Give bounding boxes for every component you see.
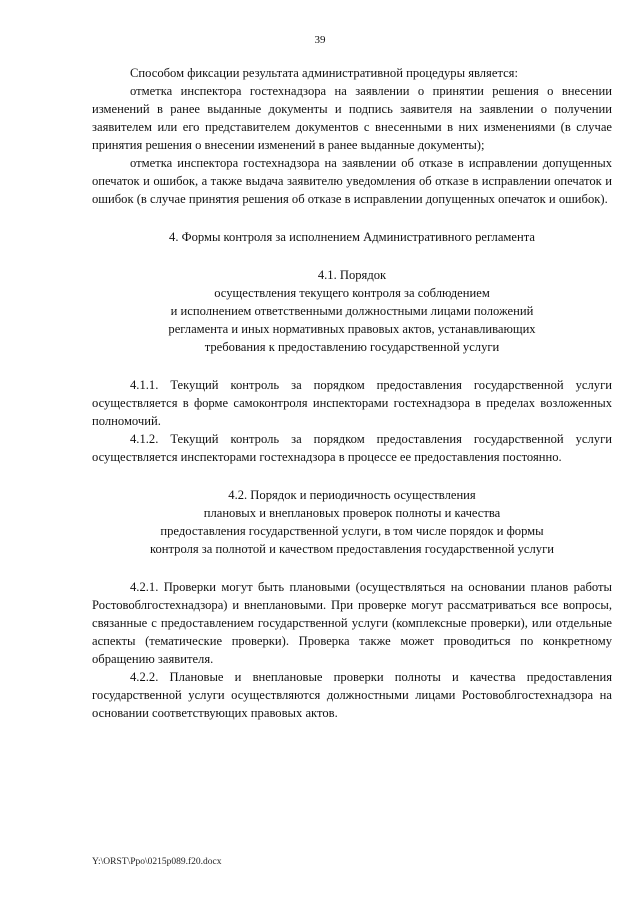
footer-file-path: Y:\ORST\Ppo\0215p089.f20.docx bbox=[92, 857, 222, 867]
heading-line: плановых и внеплановых проверок полноты и качества bbox=[203, 506, 501, 520]
section-4-1-heading bbox=[92, 266, 612, 356]
intro-paragraph: отметка инспектора гостехнадзора на заявлении о принятии решения о внесении изменений в ранее выданные документы и подпись заявителя на заявлении о получении заявителем или его представителем документов с внесенными в них изменениями (в случае принятия решения о внесении изменений в ранее выданные документы); bbox=[92, 84, 612, 152]
section-4-title: 4. Формы контроля за исполнением Административного регламента bbox=[169, 230, 535, 244]
heading-line: и исполнением ответственными должностными лицами положений bbox=[170, 304, 534, 318]
intro-paragraph: Способом фиксации результата административной процедуры является: bbox=[130, 66, 518, 80]
clause-paragraph: 4.2.2. Плановые и внеплановые проверки полноты и качества предоставления государственной услуги осуществляются должностными лицами Ростовоблгостехнадзора на основании соответствующих правовых актов. bbox=[92, 670, 612, 720]
heading-line: осуществления текущего контроля за соблюдением bbox=[214, 286, 490, 300]
clause-paragraph: 4.1.1. Текущий контроль за порядком предоставления государственной услуги осуществляется в форме самоконтроля инспекторами гостехнадзора в пределах возложенных полномочий. bbox=[92, 378, 612, 428]
heading-line: контроля за полнотой и качеством предоставления государственной услуги bbox=[149, 542, 555, 556]
page-number: 39 bbox=[314, 34, 326, 46]
heading-line: 4.2. Порядок и периодичность осуществления bbox=[228, 488, 476, 502]
heading-line: 4.1. Порядок bbox=[317, 268, 387, 282]
heading-line: регламента и иных нормативных правовых актов, устанавливающих bbox=[168, 322, 536, 336]
document-body bbox=[92, 64, 612, 722]
clause-paragraph: 4.2.1. Проверки могут быть плановыми (осуществляться на основании планов работы Ростовоблгостехнадзора) и внеплановыми. При проверке могут рассматриваться все вопросы, связанные с предоставлением государственной услуги (комплексные проверки), или отдельные аспекты (тематические проверки). Проверка также может проводиться по конкретному обращению заявителя. bbox=[92, 580, 612, 666]
intro-paragraph: отметка инспектора гостехнадзора на заявлении об отказе в исправлении допущенных опечаток и ошибок, а также выдача заявителю уведомления об отказе в исправлении опечаток и ошибок (в случае принятия решения об отказе в исправлении допущенных опечаток и ошибок). bbox=[92, 156, 612, 206]
clause-paragraph: 4.1.2. Текущий контроль за порядком предоставления государственной услуги осуществляется инспекторами гостехнадзора в процессе ее предоставления постоянно. bbox=[92, 432, 612, 464]
heading-line: требования к предоставлению государственной услуги bbox=[204, 340, 500, 354]
heading-line: предоставления государственной услуги, в том числе порядок и формы bbox=[160, 524, 544, 538]
section-4-2-heading bbox=[92, 486, 612, 558]
